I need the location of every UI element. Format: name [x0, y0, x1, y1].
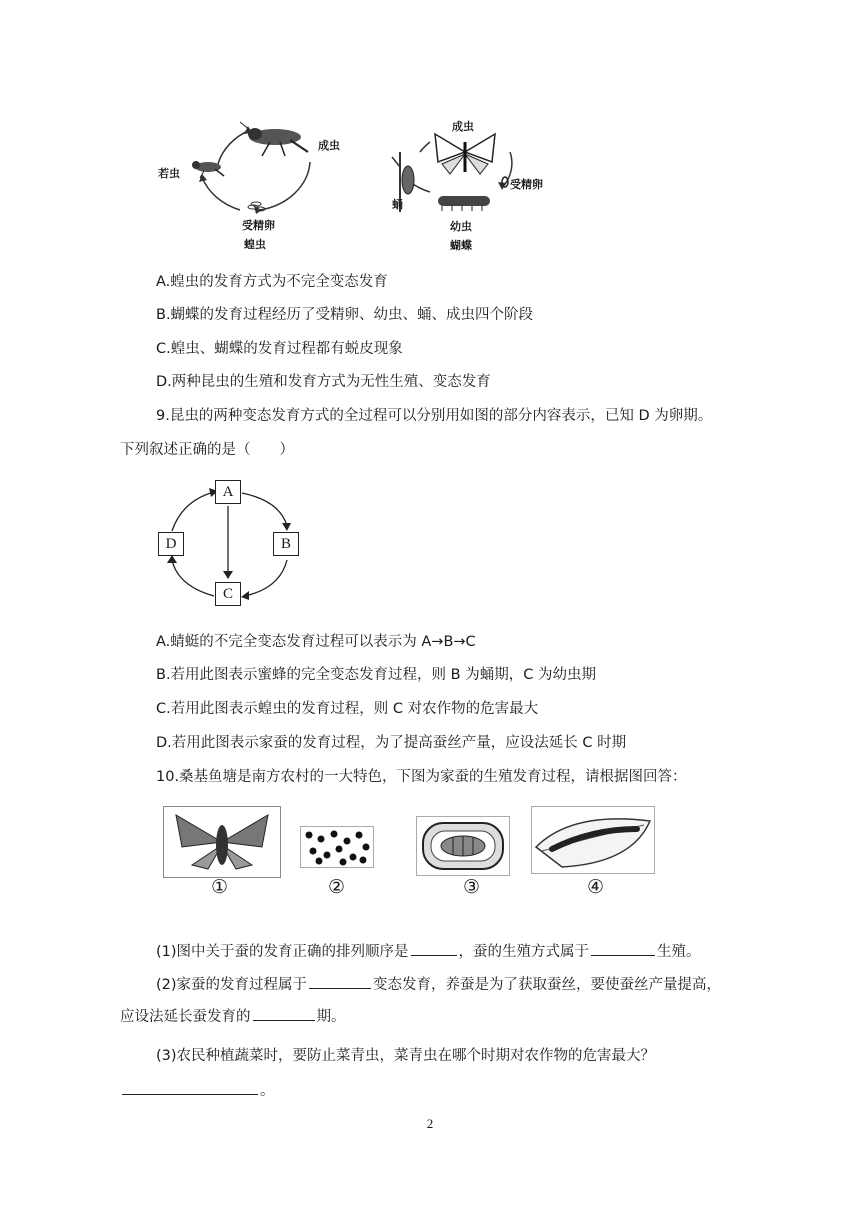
locust-lifecycle-figure	[150, 112, 365, 262]
q10-part2-text-d: 期。	[316, 1009, 346, 1025]
q9-stem-line1: 9.昆虫的两种变态发育方式的全过程可以分别用如图的部分内容表示，已知 D 为卵期。	[156, 408, 713, 424]
locust-nymph-label: 若虫	[158, 167, 180, 180]
q9-cycle-diagram	[150, 476, 310, 611]
silkworm-larva-image	[531, 806, 655, 874]
locust-caption: 蝗虫	[244, 238, 266, 251]
butterfly-cycle-diagram	[380, 112, 580, 262]
larva-on-leaf-icon	[532, 807, 654, 873]
q10-part3: (3)农民种植蔬菜时，要防止菜青虫，菜青虫在哪个时期对农作物的危害最大？	[156, 1048, 656, 1064]
silkworm-eggs-image	[300, 826, 374, 868]
image-caption-4: ④	[587, 876, 605, 898]
q10-part2-text-c: 应设法延长蚕发育的	[120, 1009, 251, 1025]
cocoon-icon	[417, 817, 509, 875]
grasshopper-nymph-icon	[192, 161, 224, 178]
moth-icon	[164, 807, 280, 877]
q9-box-a: A	[215, 480, 241, 504]
q8-option-c: C.蝗虫、蝴蝶的发育过程都有蜕皮现象	[156, 341, 403, 357]
butterfly-adult-label: 成虫	[452, 120, 474, 133]
q9-option-a: A.蜻蜓的不完全变态发育过程可以表示为 A→B→C	[156, 634, 476, 650]
image-caption-2: ②	[328, 876, 346, 898]
q9-box-b: B	[273, 532, 299, 556]
q10-part3-answer-line	[120, 1079, 275, 1101]
q10-answer-blank-order[interactable]	[411, 940, 457, 956]
q10-part2-text-b: 变态发育，养蚕是为了获取蚕丝，要使蚕丝产量提高，	[373, 977, 722, 993]
caterpillar-icon	[438, 196, 490, 211]
q10-answer-blank-stage[interactable]	[253, 1005, 315, 1021]
silkmoth-adult-image	[163, 806, 281, 878]
q9-option-d: D.若用此图表示家蚕的发育过程，为了提高蚕丝产量，应设法延长 C 时期	[156, 735, 627, 751]
q9-option-b: B.若用此图表示蜜蜂的完全变态发育过程，则 B 为蛹期，C 为幼虫期	[156, 667, 596, 683]
q10-part3-end: 。	[260, 1083, 275, 1099]
butterfly-adult-icon	[435, 134, 495, 174]
q10-answer-blank-harmful-stage[interactable]	[122, 1079, 258, 1095]
silkworm-cocoon-image	[416, 816, 510, 876]
q10-part1-text-c: 生殖。	[657, 944, 701, 960]
q9-stem-line2: 下列叙述正确的是（ ）	[120, 442, 294, 458]
q10-part1-text-b: ，蚕的生殖方式属于	[458, 944, 590, 960]
q10-answer-blank-metamorphosis[interactable]	[309, 973, 371, 989]
q10-part1-text-a: (1)图中关于蚕的发育正确的排列顺序是	[156, 944, 409, 960]
butterfly-lifecycle-figure	[380, 112, 580, 262]
butterfly-egg-label: 受精卵	[510, 178, 543, 191]
image-caption-1: ①	[211, 876, 229, 898]
q9-option-c: C.若用此图表示蝗虫的发育过程，则 C 对农作物的危害最大	[156, 701, 539, 717]
eggs-icon	[301, 827, 373, 867]
q9-box-d: D	[158, 532, 184, 556]
locust-adult-label: 成虫	[318, 139, 340, 152]
q8-option-d: D.两种昆虫的生殖和发育方式为无性生殖、变态发育	[156, 374, 491, 390]
q10-stem: 10.桑基鱼塘是南方农村的一大特色，下图为家蚕的生殖发育过程，请根据图回答：	[156, 769, 687, 785]
image-caption-3: ③	[463, 876, 481, 898]
locust-egg-label: 受精卵	[242, 219, 275, 232]
q10-part1	[156, 940, 701, 962]
butterfly-larva-label: 幼虫	[450, 220, 472, 233]
page-number: 2	[426, 1116, 434, 1131]
butterfly-caption: 蝴蝶	[450, 239, 472, 252]
q10-answer-blank-reproduction[interactable]	[591, 940, 655, 956]
butterfly-pupa-label: 蛹	[392, 198, 403, 211]
q9-box-c: C	[215, 582, 241, 606]
q8-option-a: A.蝗虫的发育方式为不完全变态发育	[156, 274, 388, 290]
q10-part2-cont	[120, 1005, 346, 1027]
q8-option-b: B.蝴蝶的发育过程经历了受精卵、幼虫、蛹、成虫四个阶段	[156, 307, 534, 323]
grasshopper-adult-icon	[240, 122, 308, 156]
q10-part2	[156, 973, 721, 995]
q10-part2-text-a: (2)家蚕的发育过程属于	[156, 977, 308, 993]
